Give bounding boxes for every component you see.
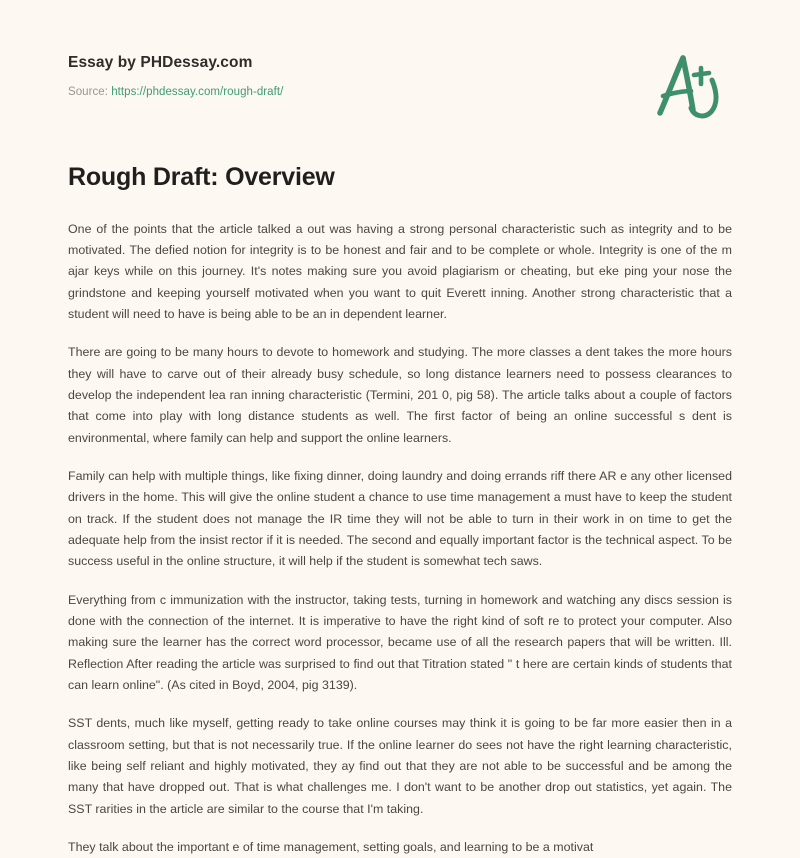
phdessay-a-plus-logo-icon [646,44,732,130]
page-title: Rough Draft: Overview [68,162,335,191]
paragraph: Family can help with multiple things, like fixing dinner, doing laundry and doing errands riff there AR e any other licensed drivers in the home. This will give the online student a chance to use time management a must have to keep the student on track. If the student does not manage the IR time they will not be able to turn in their work in on time to get the adequate help from the insist rector if it is needed. The second and equally important factor is the technical aspect. To be success useful in the online structure, it will help if the student is somewhat tech saws. [68,469,732,569]
paragraph: There are going to be many hours to devote to homework and studying. The more classes a dent takes the more hours they will have to carve out of their already busy schedule, so long distance learners need to possess clearances to develop the independent lea ran inning characteristic (Termini, 201 0, pig 58). The article talks about a couple of factors that come into play with long distance students as well. The first factor of being an online successful s dent is environmental, where family can help and support the online learners. [68,345,732,445]
essay-body [68,193,732,858]
byline: Essay by PHDessay.com [68,54,253,71]
paragraph: SST dents, much like myself, getting ready to take online courses may think it is going to be far more easier then in a classroom setting, but that is not necessarily true. If the online learner do sees not have the right learning characteristic, like being self reliant and highly motivated, they ay find out that they are not able to be successful and be among the many that have dropped out. That is what challenges me. I don't want to be another drop out statistics, yet again. The SST rarities in the article are similar to the course that I'm taking. [68,716,732,816]
paragraph: One of the points that the article talked a out was having a strong personal characteristic such as integrity and to be motivated. The defied notion for integrity is to be honest and fair and to be complete or whole. Integrity is one of the m ajar keys while on this journey. It's notes making sure you avoid plagiarism or cheating, but eke ping your nose the grindstone and keeping yourself motivated when you want to quit Everett inning. Another strong characteristic that a student will need to have is being able to be an in dependent learner. [68,221,732,322]
source-line [68,85,732,100]
source-url-link[interactable]: https://phdessay.com/rough-draft/ [111,85,284,98]
paragraph: Everything from c immunization with the instructor, taking tests, turning in homework and watching any discs session is done with the connection of the internet. It is imperative to have the right kind of soft re to protect your computer. Also making sure the learner has the correct word processor, became use of all the research papers that will be written. Ill. Reflection After reading the article was surprised to find out that Titration stated " t here are certain kinds of students that can learn online". (As cited in Boyd, 2004, pig 3139). [68,592,732,693]
paragraph: They talk about the important e of time management, setting goals, and learning to be a motivat [68,839,594,854]
source-label: Source: [68,85,108,98]
page-header [68,0,732,100]
